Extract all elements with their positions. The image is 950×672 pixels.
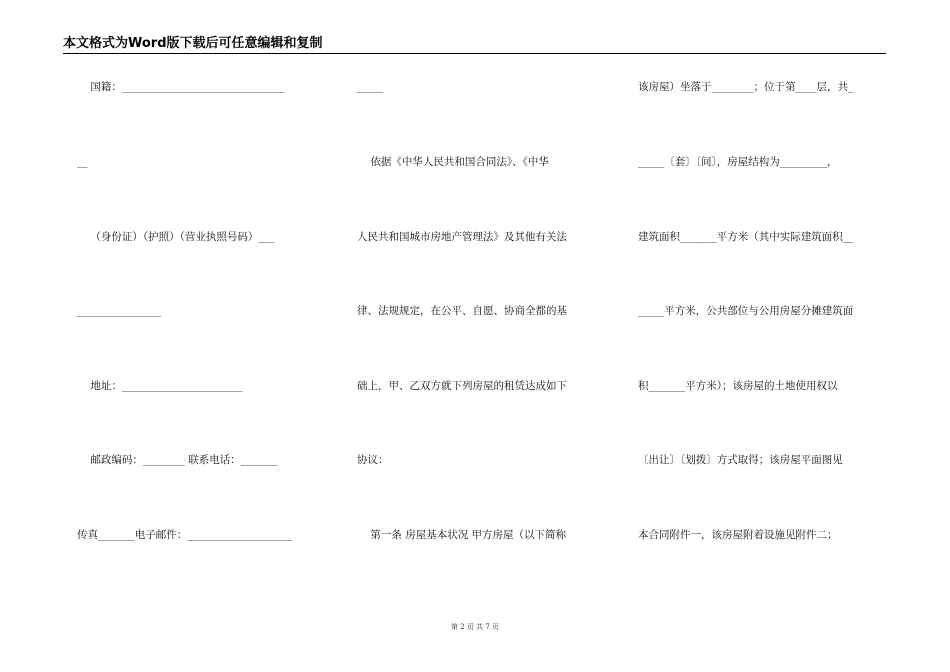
text-line: 础上，甲、乙双方就下列房屋的租赁达成如下 (357, 380, 567, 392)
text-line: 积_______平方米）；该房屋的土地使用权以 (638, 380, 838, 392)
text-line: 邮政编码：________ 联系电话：_______ (77, 454, 278, 466)
text-line: 第一条 房屋基本状况 甲方房屋（以下简称 (357, 529, 567, 541)
text-line: 本合同附件一，该房屋附着设施见附件二； (638, 529, 838, 541)
text-line: （身份证）（护照）（营业执照号码）___ (77, 231, 275, 243)
document-header-title: 本文格式为Word版下载后可任意编辑和复制 (63, 36, 323, 51)
text-line: 该房屋）坐落于________；位于第____层，共_ (638, 81, 854, 93)
text-line: 依据《中华人民共和国合同法》、《中华 (357, 156, 549, 168)
text-line: _____平方米，公共部位与公用房屋分摊建筑面 (638, 305, 854, 317)
text-column-2 (357, 0, 609, 672)
text-line: 协议： (357, 454, 389, 466)
text-line: 律、法规规定，在公平、自愿、协商全都的基 (357, 305, 567, 317)
text-line: 建筑面积_______平方米（其中实际建筑面积__ (638, 231, 854, 243)
text-line: 国籍：_______________________________ (77, 81, 285, 93)
page-number-footer: 第 2 页 共 7 页 (450, 623, 500, 631)
text-line: ________________ (77, 305, 161, 317)
text-column-3 (638, 0, 888, 672)
text-line: _____ (357, 81, 384, 93)
text-line: 人民共和国城市房地产管理法》及其他有关法 (357, 231, 567, 243)
text-line: __ (77, 156, 88, 168)
text-line: _____〔套〕〔间〕，房屋结构为_________， (638, 156, 838, 168)
text-line: 〔出让〕〔划拨〕方式取得；该房屋平面图见 (638, 454, 843, 466)
text-line: 传真_______电子邮件：____________________ (77, 529, 293, 541)
text-column-1 (77, 0, 327, 672)
text-line: 地址：_______________________ (77, 380, 243, 392)
